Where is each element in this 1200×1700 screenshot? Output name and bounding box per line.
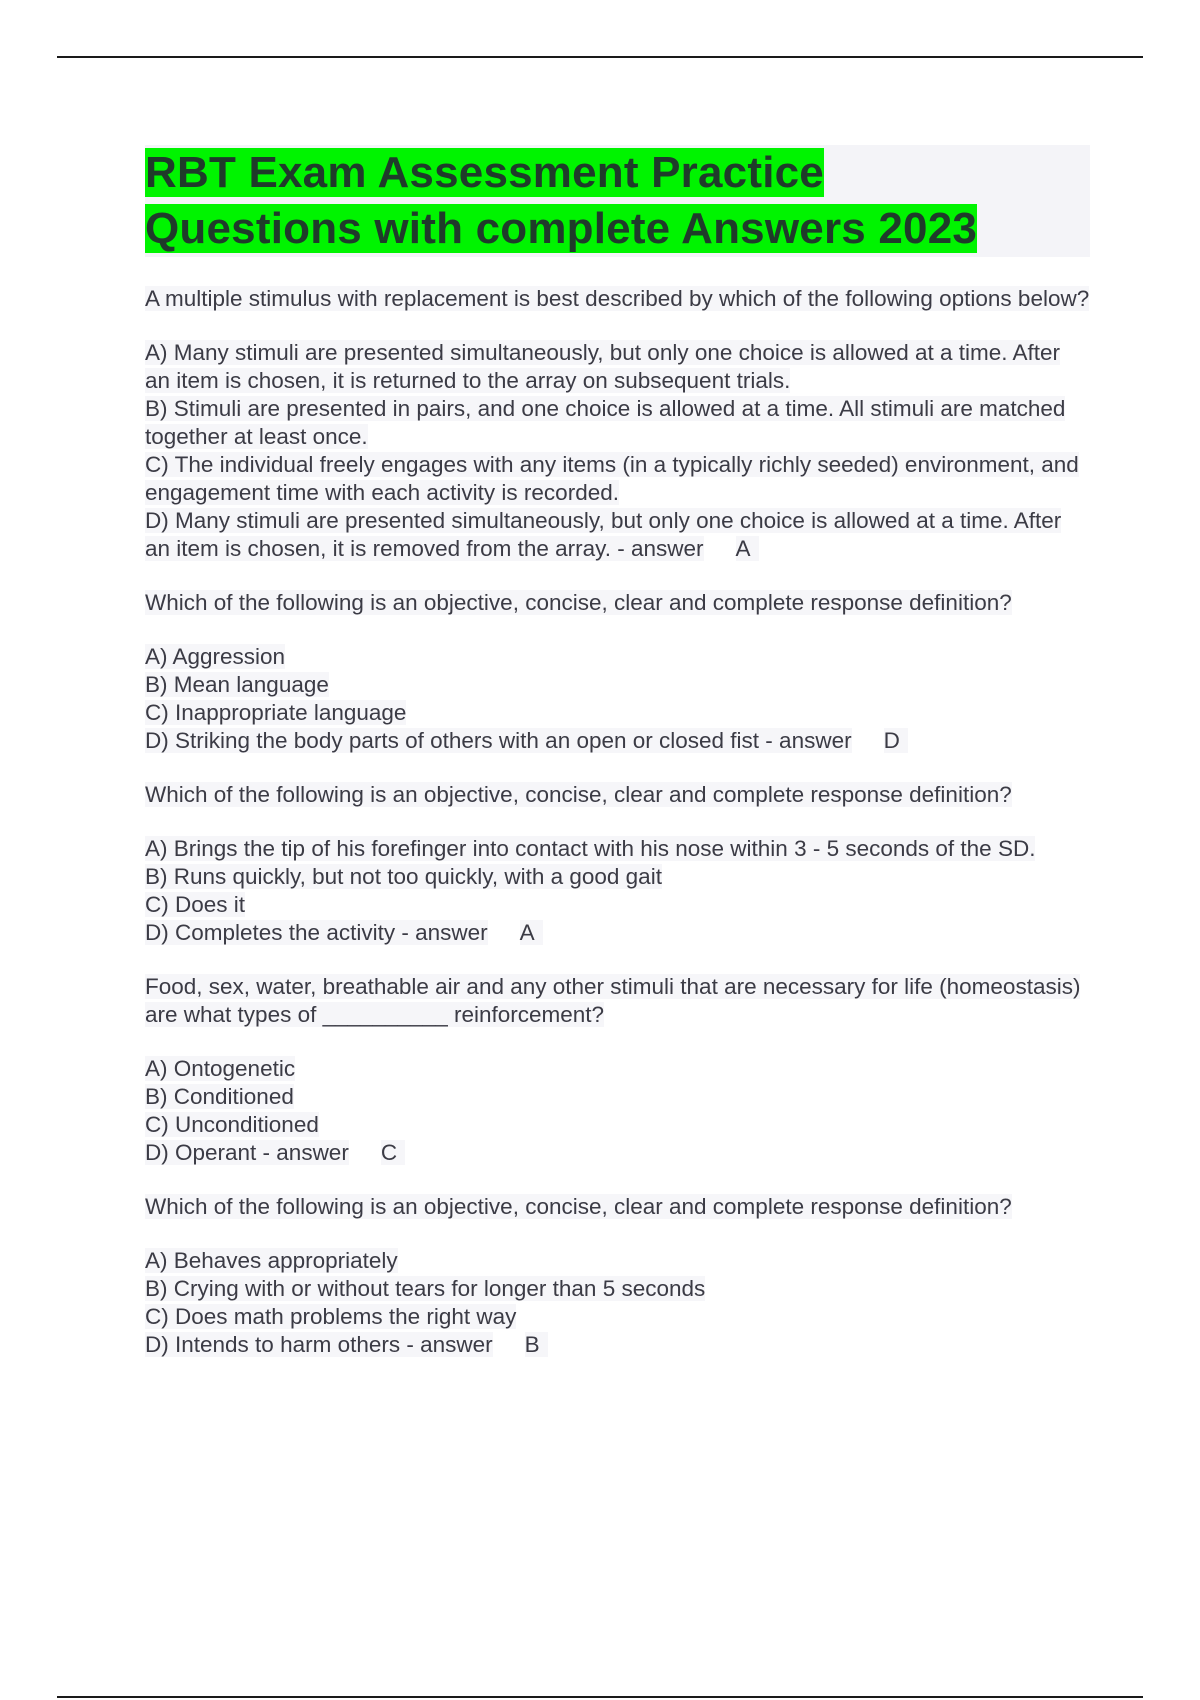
option-a: A) Behaves appropriately [145,1248,398,1273]
option-d: D) Striking the body parts of others with an open or closed fist - answer [145,728,852,753]
options-list [145,339,1090,563]
option-a: A) Brings the tip of his forefinger into contact with his nose within 3 - 5 seconds of the SD. [145,836,1036,861]
options-list [145,643,1090,755]
answer-letter: A [736,536,759,561]
option-c: C) Inappropriate language [145,700,407,725]
option-b: B) Stimuli are presented in pairs, and one choice is allowed at a time. All stimuli are matched together at least once. [145,396,1066,449]
question-block [145,589,1090,755]
footer-rule [57,1696,1143,1698]
option-b: B) Runs quickly, but not too quickly, with a good gait [145,864,662,889]
option-b: B) Mean language [145,672,329,697]
options-list [145,1055,1090,1167]
answer-letter: B [525,1332,548,1357]
answer-letter: C [381,1140,405,1165]
document-body [145,145,1090,1385]
question-text: Which of the following is an objective, concise, clear and complete response definition? [145,782,1012,807]
options-list [145,1247,1090,1359]
options-list [145,835,1090,947]
option-c: C) Unconditioned [145,1112,319,1137]
answer-letter: D [884,728,908,753]
question-text: Which of the following is an objective, concise, clear and complete response definition? [145,590,1012,615]
option-d: D) Intends to harm others - answer [145,1332,493,1357]
option-a: A) Aggression [145,644,286,669]
option-b: B) Crying with or without tears for longer than 5 seconds [145,1276,706,1301]
option-b: B) Conditioned [145,1084,294,1109]
question-text: Which of the following is an objective, concise, clear and complete response definition? [145,1194,1012,1219]
question-block [145,1193,1090,1359]
document-title [145,145,1090,257]
question-block [145,285,1090,563]
option-c: C) The individual freely engages with any items (in a typically richly seeded) environment, and engagement time with each activity is recorded. [145,452,1079,505]
title-line-2: Questions with complete Answers 2023 [145,204,978,253]
option-c: C) Does math problems the right way [145,1304,517,1329]
option-a: A) Ontogenetic [145,1056,296,1081]
header-rule [57,56,1143,58]
option-a: A) Many stimuli are presented simultaneously, but only one choice is allowed at a time. After an item is chosen, it is returned to the array on subsequent trials. [145,340,1061,393]
question-text: A multiple stimulus with replacement is best described by which of the following options below? [145,286,1090,311]
question-text: Food, sex, water, breathable air and any other stimuli that are necessary for life (homeostasis) are what types of __________ reinforcement? [145,974,1081,1027]
answer-letter: A [520,920,543,945]
option-d: D) Operant - answer [145,1140,349,1165]
option-d: D) Completes the activity - answer [145,920,488,945]
title-line-1: RBT Exam Assessment Practice [145,148,824,197]
question-block [145,781,1090,947]
option-d: D) Many stimuli are presented simultaneously, but only one choice is allowed at a time. After an item is chosen, it is removed from the array. - answer [145,508,1062,561]
option-c: C) Does it [145,892,246,917]
question-block [145,973,1090,1167]
